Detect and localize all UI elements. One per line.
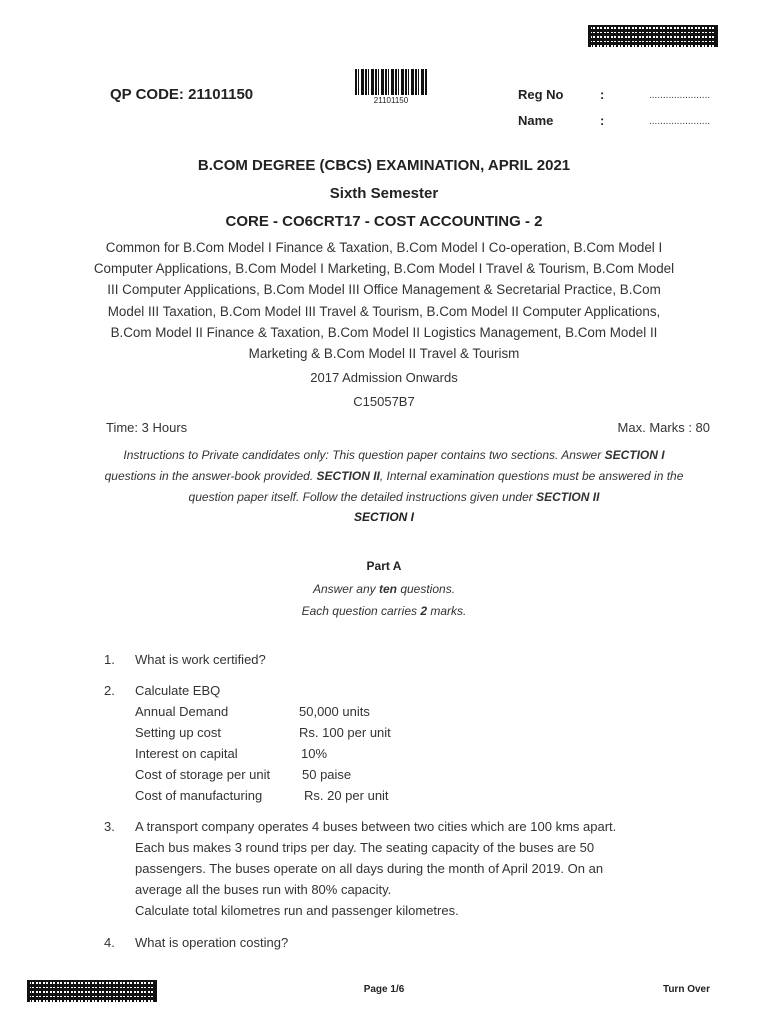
common-for-line: B.Com Model II Finance & Taxation, B.Com Model II Logistics Management, B.Com Model II bbox=[110, 324, 658, 340]
reg-no-field: ...................... bbox=[649, 90, 711, 101]
course-title: CORE - CO6CRT17 - COST ACCOUNTING - 2 bbox=[225, 213, 543, 230]
common-for-line: Marketing & B.Com Model II Travel & Tourism bbox=[248, 346, 520, 362]
common-for-line: Common for B.Com Model I Finance & Taxation, B.Com Model I Co-operation, B.Com Model I bbox=[105, 240, 663, 255]
question-number: 4. bbox=[104, 935, 115, 950]
section-heading: SECTION I bbox=[353, 510, 414, 524]
time-allowed: Time: 3 Hours bbox=[106, 420, 188, 435]
page-number: Page 1/6 bbox=[363, 984, 405, 995]
question-line: A transport company operates 4 buses between two cities which are 100 kms apart. bbox=[135, 819, 617, 834]
question-line: passengers. The buses operate on all days during the month of April 2019. On an bbox=[135, 861, 604, 876]
data-label: Cost of manufacturing bbox=[135, 788, 263, 803]
question-text bbox=[135, 816, 695, 921]
data-value: 50,000 units bbox=[299, 704, 370, 719]
question-line: Each bus makes 3 round trips per day. The seating capacity of the buses are 50 bbox=[135, 840, 595, 855]
marks-instruction: Each question carries 2 marks. bbox=[301, 604, 467, 618]
data-label: Annual Demand bbox=[135, 704, 229, 719]
qp-barcode bbox=[355, 69, 427, 95]
data-value: Rs. 20 per unit bbox=[304, 788, 389, 803]
max-marks: Max. Marks : 80 bbox=[617, 420, 710, 435]
question-line: average all the buses run with 80% capacity. bbox=[135, 882, 392, 897]
exam-title: B.COM DEGREE (CBCS) EXAMINATION, APRIL 2021 bbox=[197, 157, 571, 174]
instruction-line: question paper itself. Follow the detailed instructions given under SECTION II bbox=[188, 490, 600, 505]
qp-code: QP CODE: 21101150 bbox=[110, 86, 254, 103]
part-title: Part A bbox=[366, 559, 402, 573]
data-label: Cost of storage per unit bbox=[135, 767, 271, 782]
question-text: Calculate EBQ bbox=[135, 683, 221, 698]
data-value: Rs. 100 per unit bbox=[299, 725, 391, 740]
paper-code: C15057B7 bbox=[353, 394, 415, 409]
common-for-line: Computer Applications, B.Com Model I Marketing, B.Com Model I Travel & Tourism, B.Com Model bbox=[93, 261, 675, 277]
instructions bbox=[70, 445, 718, 509]
question-number: 1. bbox=[104, 652, 115, 667]
question-line: Calculate total kilometres run and passenger kilometres. bbox=[135, 903, 459, 918]
instruction-line: Instructions to Private candidates only: This question paper contains two sections. Answer SECTION I bbox=[123, 448, 665, 462]
data-label: Setting up cost bbox=[135, 725, 221, 740]
common-for-line: III Computer Applications, B.Com Model III Office Management & Secretarial Practice, B.Com bbox=[107, 282, 661, 298]
data-label: Interest on capital bbox=[135, 746, 238, 761]
reg-no-label: Reg No bbox=[518, 87, 564, 102]
common-for-line: Model III Taxation, B.Com Model III Travel & Tourism, B.Com Model II Computer Applications, bbox=[107, 303, 661, 319]
semester: Sixth Semester bbox=[329, 185, 439, 202]
name-field: ...................... bbox=[649, 116, 711, 127]
data-value: 10% bbox=[301, 746, 328, 761]
admission-text: 2017 Admission Onwards bbox=[310, 370, 458, 385]
name-colon: : bbox=[600, 113, 605, 128]
turn-over-label: Turn Over bbox=[662, 984, 710, 995]
qp-barcode-number: 21101150 bbox=[373, 96, 409, 105]
question-number: 3. bbox=[104, 819, 115, 834]
data-value: 50 paise bbox=[302, 767, 352, 782]
question-text: What is work certified? bbox=[135, 652, 266, 667]
common-for-text bbox=[70, 237, 698, 364]
reg-no-colon: : bbox=[600, 87, 605, 102]
top-barcode bbox=[588, 25, 718, 47]
question-text: What is operation costing? bbox=[135, 935, 289, 950]
question-number: 2. bbox=[104, 683, 115, 698]
answer-instruction: Answer any ten questions. bbox=[312, 582, 456, 596]
name-label: Name bbox=[518, 113, 554, 128]
instruction-line: questions in the answer-book provided. SECTION II, Internal examination questions must be answered in the bbox=[104, 469, 684, 484]
